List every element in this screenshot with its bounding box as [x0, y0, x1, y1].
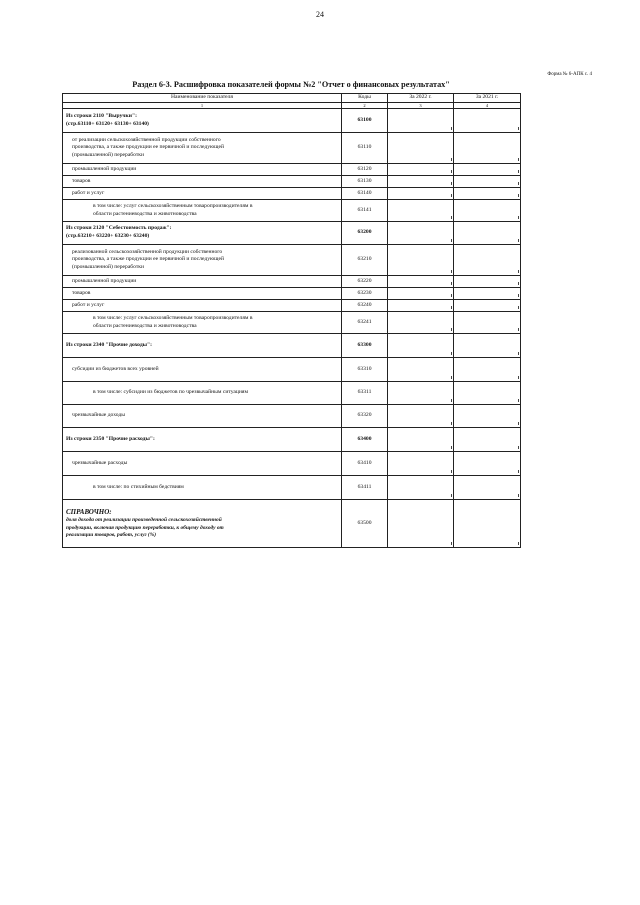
indicator-name	[63, 109, 342, 133]
table-body	[63, 109, 521, 548]
table-row	[63, 405, 521, 428]
indicator-name-line: промышленной продукции	[72, 165, 137, 172]
indicator-name-line: в том числе: субсидии из бюджетов по чрезвычайным ситуациям	[93, 389, 249, 396]
value-2021-cell	[454, 288, 521, 300]
value-2022-cell	[388, 245, 454, 276]
indicator-name-line: Из строки 2120 "Себестоимость продаж":	[66, 225, 172, 232]
row-code: 63220	[342, 276, 388, 288]
row-code: 63200	[342, 222, 388, 245]
indicator-name-line: работ и услуг	[72, 301, 105, 308]
value-2021-cell	[454, 133, 521, 164]
value-2021-cell	[454, 358, 521, 382]
value-2022-cell	[388, 276, 454, 288]
value-2021-cell	[454, 312, 521, 334]
indicator-name	[63, 382, 342, 405]
indicator-name-line: в том числе: услуг сельскохозяйственным товаропроизводителям в	[93, 314, 253, 321]
row-code: 63241	[342, 312, 388, 334]
indicator-name-line: чрезвычайные расходы	[72, 459, 128, 466]
value-2021-cell	[454, 245, 521, 276]
indicator-name-line: Из строки 2110 "Выручки":	[66, 112, 137, 119]
indicator-name	[63, 188, 342, 200]
indicator-name-line: товаров	[72, 289, 91, 296]
indicator-name	[63, 288, 342, 300]
indicator-name	[63, 405, 342, 428]
table-row	[63, 133, 521, 164]
indicator-name-line: производства, а также продукции ее первичной и последующей	[72, 144, 224, 151]
header-indicator-name: Наименование показателя	[63, 94, 342, 103]
value-2021-cell	[454, 164, 521, 176]
indicator-name-line: реализации товаров, работ, услуг (%)	[66, 531, 157, 538]
indicator-name	[63, 312, 342, 334]
row-code: 63300	[342, 334, 388, 358]
value-2021-cell	[454, 300, 521, 312]
value-2021-cell	[454, 200, 521, 222]
indicator-name-line: (стр.63210+ 63220+ 63230+ 63240)	[66, 233, 150, 239]
indicator-name-line: Из строки 2340 "Прочие доходы":	[66, 341, 152, 348]
value-2021-cell	[454, 382, 521, 405]
value-2022-cell	[388, 200, 454, 222]
indicator-name	[63, 500, 342, 548]
column-number: 1	[63, 103, 342, 109]
row-code: 63230	[342, 288, 388, 300]
row-code: 63240	[342, 300, 388, 312]
header-year-2022: За 2022 г.	[388, 94, 454, 103]
table-row	[63, 288, 521, 300]
row-code: 63311	[342, 382, 388, 405]
table-row	[63, 200, 521, 222]
value-2021-cell	[454, 476, 521, 500]
table-row	[63, 500, 521, 548]
note-title: СПРАВОЧНО:	[66, 507, 112, 516]
indicator-name	[63, 300, 342, 312]
indicator-name-line: производства, а также продукции ее первичной и последующей	[72, 256, 224, 263]
page-number: 24	[316, 10, 324, 19]
value-2022-cell	[388, 109, 454, 133]
value-2022-cell	[388, 133, 454, 164]
row-code: 63110	[342, 133, 388, 164]
header-year-2021: За 2021 г.	[454, 94, 521, 103]
table-row	[63, 476, 521, 500]
indicator-name-line: в том числе: услуг сельскохозяйственным товаропроизводителям в	[93, 202, 253, 209]
indicator-name	[63, 334, 342, 358]
indicator-name-line: субсидии из бюджетов всех уровней	[72, 365, 159, 372]
value-2021-cell	[454, 188, 521, 200]
value-2022-cell	[388, 358, 454, 382]
table-row	[63, 188, 521, 200]
row-code: 63120	[342, 164, 388, 176]
value-2022-cell	[388, 382, 454, 405]
value-2021-cell	[454, 500, 521, 548]
indicator-name-line: (стр.63110+ 63120+ 63130+ 63140)	[66, 120, 149, 127]
indicator-name-line: области растениеводства и животноводства	[93, 210, 197, 217]
report-table	[62, 93, 521, 548]
table-row	[63, 452, 521, 476]
table-row	[63, 334, 521, 358]
indicator-name-line: от реализации сельскохозяйственной продукции собственного	[72, 136, 221, 143]
row-code: 63100	[342, 109, 388, 133]
indicator-name-line: Из строки 2350 "Прочие расходы":	[66, 435, 155, 442]
table-row	[63, 164, 521, 176]
value-2021-cell	[454, 109, 521, 133]
value-2022-cell	[388, 164, 454, 176]
value-2021-cell	[454, 405, 521, 428]
indicator-name-line: области растениеводства и животноводства	[93, 322, 197, 329]
indicator-name-line: работ и услуг	[72, 189, 105, 196]
form-code: Форма № 6-АПК с. 4	[547, 72, 592, 77]
indicator-name-line: промышленной продукции	[72, 277, 137, 284]
column-number: 4	[454, 103, 521, 109]
indicator-name	[63, 222, 342, 245]
row-code: 63320	[342, 405, 388, 428]
value-2022-cell	[388, 222, 454, 245]
indicator-name	[63, 164, 342, 176]
table-row	[63, 382, 521, 405]
value-2022-cell	[388, 188, 454, 200]
value-2022-cell	[388, 428, 454, 452]
table-row	[63, 428, 521, 452]
row-code: 63411	[342, 476, 388, 500]
value-2022-cell	[388, 476, 454, 500]
table-row	[63, 312, 521, 334]
indicator-name	[63, 245, 342, 276]
value-2022-cell	[388, 500, 454, 548]
indicator-name	[63, 358, 342, 382]
indicator-name	[63, 133, 342, 164]
value-2021-cell	[454, 428, 521, 452]
value-2021-cell	[454, 334, 521, 358]
indicator-name	[63, 276, 342, 288]
indicator-name-line: доля дохода от реализации произведенной сельскохозяйственной	[66, 517, 222, 524]
table-row	[63, 109, 521, 133]
row-code: 63210	[342, 245, 388, 276]
value-2021-cell	[454, 176, 521, 188]
value-2022-cell	[388, 300, 454, 312]
indicator-name-line: реализованной сельскохозяйственной продукции собственного	[72, 248, 223, 255]
value-2022-cell	[388, 312, 454, 334]
indicator-name	[63, 452, 342, 476]
indicator-name-line: чрезвычайные доходы	[72, 412, 126, 419]
value-2022-cell	[388, 452, 454, 476]
row-code: 63400	[342, 428, 388, 452]
indicator-name-line: в том числе: по стихийным бедствиям	[93, 483, 184, 490]
row-code: 63310	[342, 358, 388, 382]
row-code: 63140	[342, 188, 388, 200]
table-row	[63, 176, 521, 188]
header-row	[63, 94, 521, 103]
indicator-name	[63, 476, 342, 500]
value-2021-cell	[454, 222, 521, 245]
indicator-name	[63, 176, 342, 188]
table-row	[63, 245, 521, 276]
row-code: 63410	[342, 452, 388, 476]
row-code: 63130	[342, 176, 388, 188]
indicator-name-line: товаров	[72, 177, 91, 184]
indicator-name	[63, 200, 342, 222]
table-row	[63, 300, 521, 312]
value-2021-cell	[454, 452, 521, 476]
value-2022-cell	[388, 288, 454, 300]
section-title: Раздел 6-3. Расшифровка показателей формы №2 "Отчет о финансовых результатах"	[132, 80, 450, 89]
indicator-name-line: (промышленной) переработки	[72, 263, 145, 270]
indicator-name-line: (промышленной) переработки	[72, 151, 145, 158]
table-row	[63, 358, 521, 382]
row-code: 63141	[342, 200, 388, 222]
row-code: 63500	[342, 500, 388, 548]
value-2022-cell	[388, 334, 454, 358]
column-number: 2	[342, 103, 388, 109]
indicator-name-line: продукции, включая продукцию переработки, к общему доходу от	[66, 524, 224, 531]
value-2022-cell	[388, 176, 454, 188]
value-2022-cell	[388, 405, 454, 428]
indicator-name	[63, 428, 342, 452]
column-number: 3	[388, 103, 454, 109]
table-row	[63, 222, 521, 245]
table-row	[63, 276, 521, 288]
header-code: Коды	[342, 94, 388, 103]
value-2021-cell	[454, 276, 521, 288]
